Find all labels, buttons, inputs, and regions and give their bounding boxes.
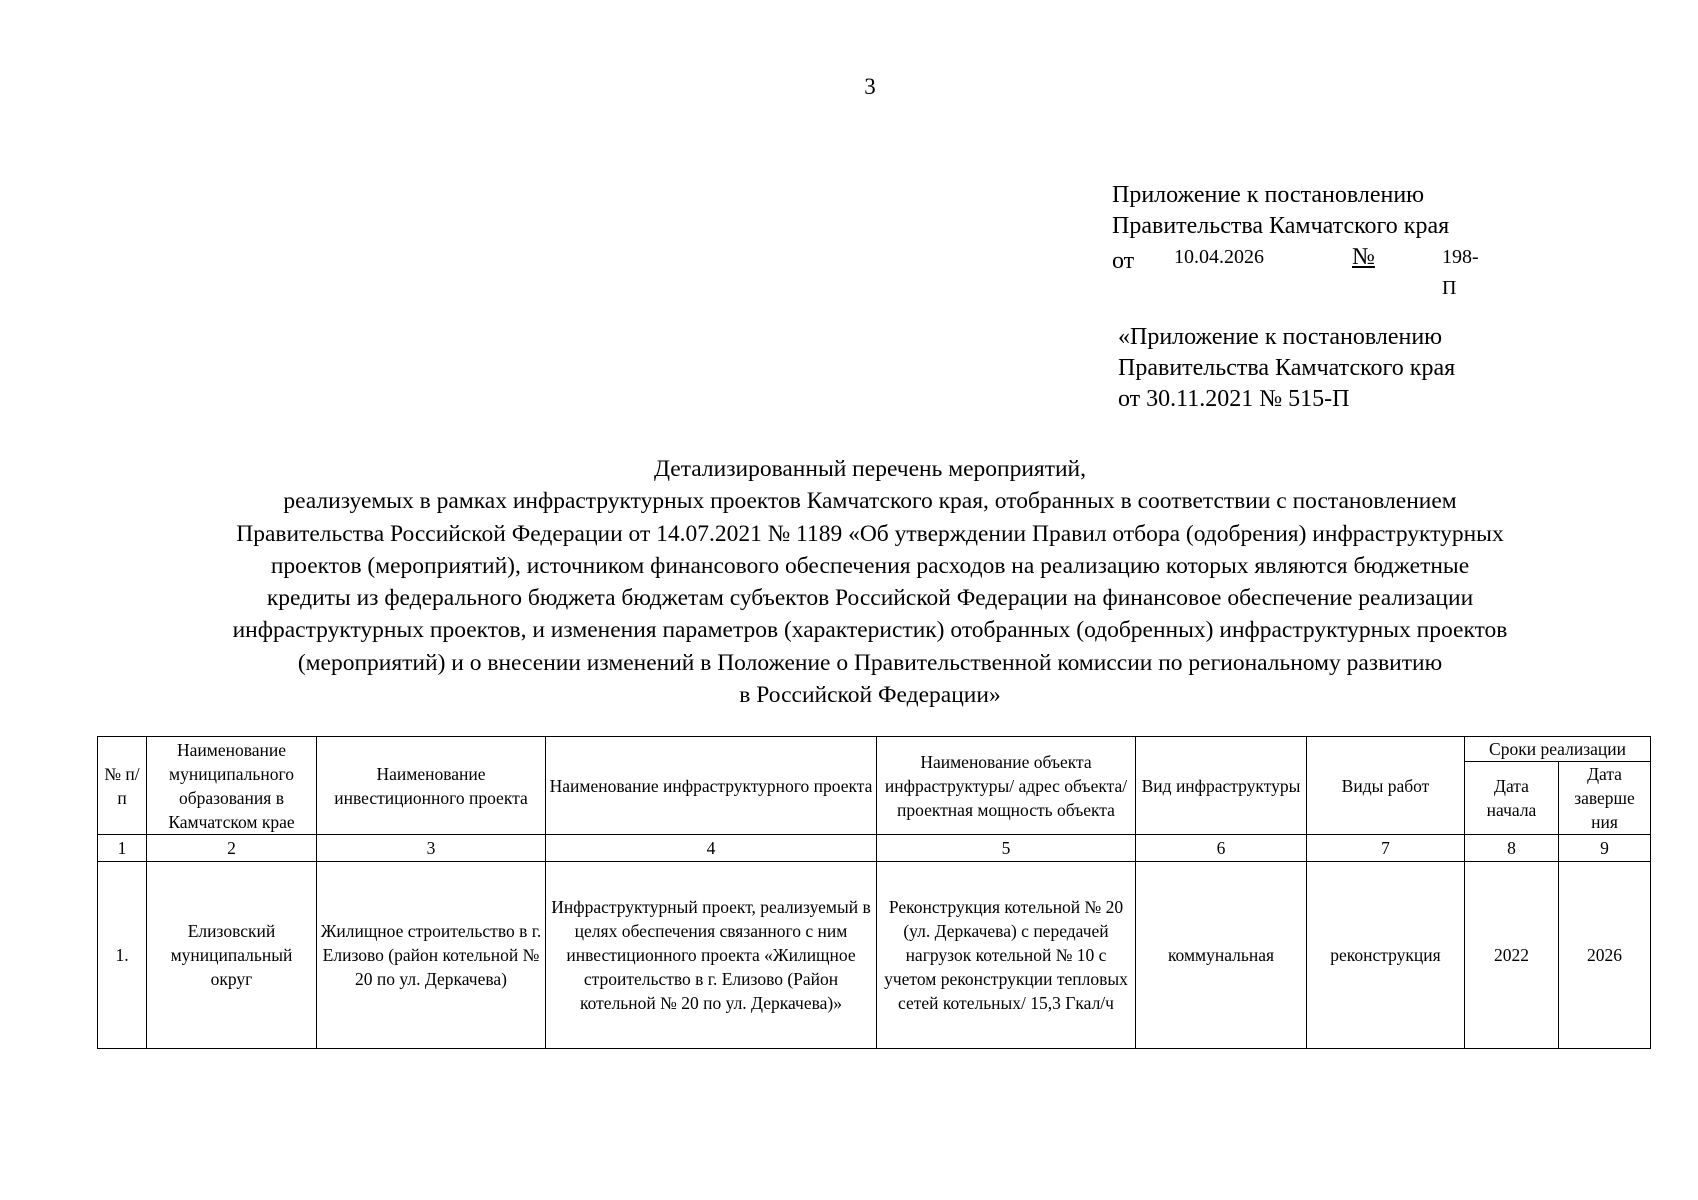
column-number: 7 bbox=[1307, 835, 1465, 862]
header-infrastructure-type: Вид инфраструктуры bbox=[1136, 737, 1307, 835]
cell-municipality: Елизовский муниципальный округ bbox=[147, 862, 317, 1049]
title-line: реализуемых в рамках инфраструктурных проектов Камчатского края, отобранных в соответствии с постановлением bbox=[283, 488, 1457, 515]
appendix-line: Приложение к постановлению bbox=[1112, 182, 1425, 208]
appendix-line: «Приложение к постановлению bbox=[1118, 324, 1443, 350]
table-row bbox=[98, 862, 1651, 1049]
cell-infrastructure-type: коммунальная bbox=[1136, 862, 1307, 1049]
number-sign: № bbox=[1352, 244, 1375, 270]
cell-end: 2026 bbox=[1559, 862, 1651, 1049]
title-line: проектов (мероприятий), источником финансового обеспечения расходов на реализацию которых являются бюджетные bbox=[270, 552, 1470, 579]
column-number: 8 bbox=[1465, 835, 1559, 862]
column-number: 9 bbox=[1559, 835, 1651, 862]
header-end-date: Дата заверше ния bbox=[1559, 762, 1651, 835]
title-line: инфраструктурных проектов, и изменения параметров (характеристик) отобранных (одобренных) инфраструктурных проектов bbox=[232, 617, 1508, 644]
header-object: Наименование объекта инфраструктуры/ адрес объекта/ проектная мощность объекта bbox=[877, 737, 1136, 835]
appendix-line: Правительства Камчатского края bbox=[1112, 213, 1450, 239]
header-num: № п/п bbox=[98, 737, 147, 835]
column-number-row bbox=[98, 835, 1651, 862]
cell-object: Реконструкция котельной № 20 (ул. Деркачева) с передачей нагрузок котельной № 10 с учетом реконструкции тепловых сетей котельных/ 15,3 Гкал/ч bbox=[877, 862, 1136, 1049]
column-number: 6 bbox=[1136, 835, 1307, 862]
document-title bbox=[50, 453, 1690, 711]
header-investment-project: Наименование инвестиционного проекта bbox=[317, 737, 546, 835]
column-number: 2 bbox=[147, 835, 317, 862]
table-header-row bbox=[98, 737, 1651, 762]
header-work-types: Виды работ bbox=[1307, 737, 1465, 835]
title-line: (мероприятий) и о внесении изменений в Положение о Правительственной комиссии по региональному развитию bbox=[297, 649, 1443, 676]
resolution-number: 198-П bbox=[1442, 246, 1479, 299]
column-number: 4 bbox=[546, 835, 877, 862]
date-prefix: от bbox=[1112, 248, 1135, 274]
resolution-date: 10.04.2026 bbox=[1174, 246, 1264, 268]
cell-start: 2022 bbox=[1465, 862, 1559, 1049]
column-number: 1 bbox=[98, 835, 147, 862]
page-number: 3 bbox=[864, 74, 876, 99]
cell-investment-project: Жилищное строительство в г. Елизово (район котельной № 20 по ул. Деркачева) bbox=[317, 862, 546, 1049]
column-number: 3 bbox=[317, 835, 546, 862]
column-number: 5 bbox=[877, 835, 1136, 862]
appendix-block bbox=[1112, 180, 1479, 299]
header-municipality: Наименование муниципального образования в Камчатском крае bbox=[147, 737, 317, 835]
cell-num: 1. bbox=[98, 862, 147, 1049]
header-start-date: Дата начала bbox=[1465, 762, 1559, 835]
header-terms: Сроки реализации bbox=[1465, 737, 1651, 762]
cell-infrastructure-project: Инфраструктурный проект, реализуемый в целях обеспечения связанного с ним инвестиционного проекта «Жилищное строительство в г. Елизово (Район котельной № 20 по ул. Деркачева)» bbox=[546, 862, 877, 1049]
appendix-date-row bbox=[1112, 242, 1479, 299]
appendix-line: от 30.11.2021 № 515-П bbox=[1118, 386, 1350, 412]
title-line: кредиты из федерального бюджета бюджетам субъектов Российской Федерации на финансовое обеспечение реализации bbox=[266, 585, 1474, 612]
cell-work-type: реконструкция bbox=[1307, 862, 1465, 1049]
title-line: Детализированный перечень мероприятий, bbox=[653, 456, 1087, 482]
header-infrastructure-project: Наименование инфраструктурного проекта bbox=[546, 737, 877, 835]
appendix-line: Правительства Камчатского края bbox=[1118, 355, 1456, 381]
title-line: Правительства Российской Федерации от 14.07.2021 № 1189 «Об утверждении Правил отбора (одобрения) инфраструктурных bbox=[236, 520, 1504, 547]
measures-table bbox=[97, 736, 1651, 1049]
title-line: в Российской Федерации» bbox=[739, 682, 1001, 709]
previous-appendix-block bbox=[1118, 322, 1455, 415]
